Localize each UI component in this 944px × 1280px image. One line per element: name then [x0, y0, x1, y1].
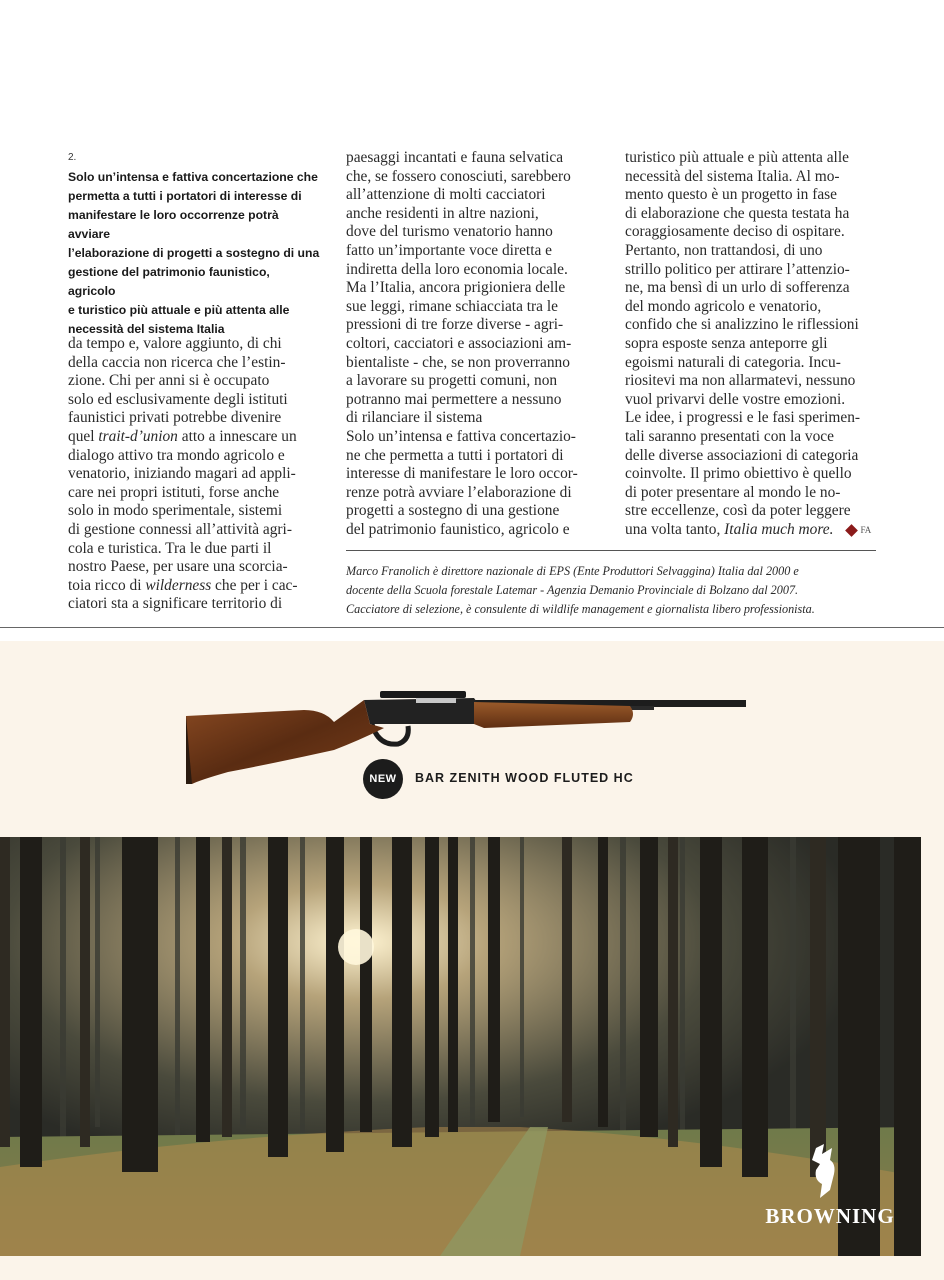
italic-term: wilderness [145, 576, 212, 594]
italic-term: trait-d’union [98, 427, 178, 445]
article-column-1 [68, 335, 320, 614]
pull-quote-number: 2. [68, 152, 77, 163]
italic-term: Italia much more. [724, 520, 834, 538]
column-text: da tempo e, valore aggiunto, di chi della caccia non ricerca che l’estin- zione. Chi per anni si è occupato solo ed esclusivamente degli istituti faunistici privati potrebbe divenire quel [68, 335, 288, 445]
browning-logo [760, 1140, 900, 1235]
column-text: turistico più attuale e più attenta alle necessità del sistema Italia. Al mo- mento questo è un progetto in fase di elaborazione che questa testata ha coraggiosamente deciso di ospitare. Pertanto, non trattandosi, di uno strillo politico per attirare l’attenzio- ne, ma bensì di un urlo di sofferenza del mondo agricolo e venatorio, confido che si analizzino le riflessioni sopra esposte senza anteporre gli egoismi naturali di categoria. Incu- riositevi ma non allarmatevi, nessuno vuol privarvi delle vostre emozioni. Le idee, i progressi e le fasi sperimen- tali saranno presentati con la voce delle diverse associazioni di categoria coinvolte. Il primo obiettivo è quello di poter presentare al mondo le no- stre eccellenze, così da poter leggere una volta tanto, [625, 149, 861, 538]
author-initials: FA [860, 525, 872, 536]
article-column-2 [346, 149, 596, 539]
new-badge: NEW [363, 759, 403, 799]
column-text: paesaggi incantati e fauna selvatica che, se fossero conosciuti, sarebbero all’attenzione di molti cacciatori anche residenti in altre nazioni, dove del turismo venatorio hanno fatto un’importante voce diretta e indiretta della loro economia locale. Ma l’Italia, ancora prigioniera delle sue leggi, rimane schiacciata tra le pressioni di tre forze diverse - agri- coltori, cacciatori e associazioni am- bientaliste - che, se non proverranno a lavorare su progetti comuni, non potranno mai permettere a nessuno di rilanciare il sistema Solo un’intensa e fattiva concertazio- ne che permetta a tutti i portatori di interesse di manifestare le loro occor- renze potrà avviare l’elaborazione di progetti a sostegno di una gestione del patrimonio faunistico, agricolo e [346, 149, 578, 538]
column-text: atto a innescare un dialogo attivo tra mondo agricolo e venatorio, iniziando magari ad appli- care nei propri istituti, forse anche solo in modo sperimentale, sistemi di gestione connessi all’attività agri- cola e turistica. Tra le due parti il nostro Paese, per usare una scorcia- toia ricco di [68, 427, 297, 594]
model-name: BAR ZENITH WOOD FLUTED HC [415, 771, 634, 785]
buckmark-icon [760, 1140, 900, 1204]
page-divider [0, 627, 944, 628]
end-mark-icon [846, 524, 859, 537]
pull-quote: Solo un’intensa e fattiva concertazione che permetta a tutti i portatori di interesse di manifestare le loro occorrenze potrà avviare l’elaborazione di progetti a sostegno di una gestione del patrimonio faunistico, agricolo e turistico più attuale e più attenta alle necessità del sistema Italia [68, 170, 320, 336]
brand-name: BROWNING [765, 1204, 895, 1228]
article-column-3 [625, 149, 877, 540]
column-text: che per i cac- ciatori sta a significare territorio di [68, 576, 298, 613]
bio-divider [346, 550, 876, 551]
author-bio: Marco Franolich è direttore nazionale di EPS (Ente Produttori Selvaggina) Italia dal 2000 e docente della Scuola forestale Latemar - Agenzia Demanio Provinciale di Bolzano dal 2007. Cacciatore di selezione, è consulente di wildlife management e giornalista libero professionista. [346, 564, 815, 616]
